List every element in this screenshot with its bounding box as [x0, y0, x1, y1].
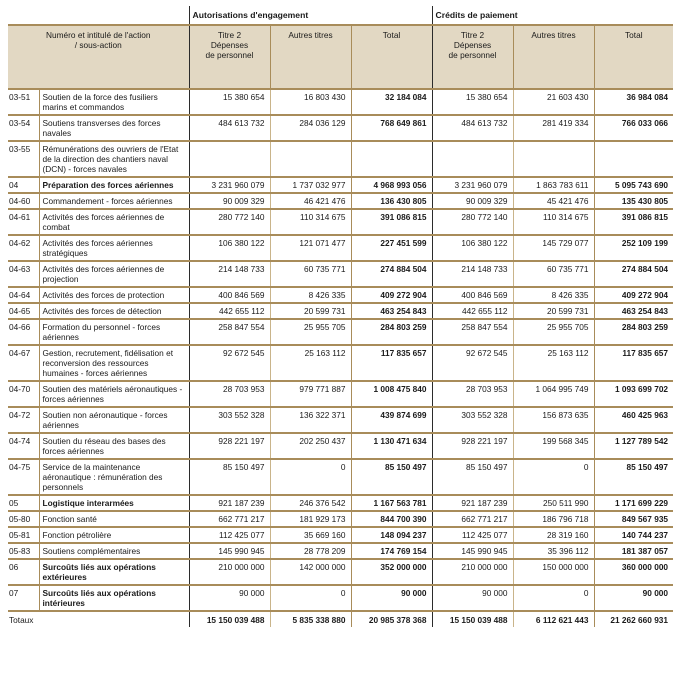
row-ae-autres: 28 778 209 [270, 543, 351, 559]
column-header-ae-titre2: Titre 2 Dépenses de personnel [189, 25, 270, 89]
table-row [8, 511, 673, 527]
totals-ae-total: 20 985 378 368 [351, 611, 432, 627]
row-cp-total: 360 000 000 [594, 559, 673, 585]
row-cp-titre2: 112 425 077 [432, 527, 513, 543]
row-cp-total: 409 272 904 [594, 287, 673, 303]
row-label: Soutien non aéronautique - forces aériennes [39, 407, 189, 433]
table-row [8, 177, 673, 193]
table-row [8, 543, 673, 559]
row-ae-total: 768 649 861 [351, 115, 432, 141]
row-cp-total: 1 127 789 542 [594, 433, 673, 459]
row-ae-total: 227 451 599 [351, 235, 432, 261]
table-row [8, 115, 673, 141]
row-code: 04-67 [8, 345, 39, 381]
row-label: Gestion, recrutement, fidélisation et reconversion des ressources humaines - forces aériennes [39, 345, 189, 381]
table-row [8, 459, 673, 495]
column-header-ae-autres: Autres titres [270, 25, 351, 89]
row-label: Formation du personnel - forces aériennes [39, 319, 189, 345]
row-code: 04-62 [8, 235, 39, 261]
row-ae-titre2: 258 847 554 [189, 319, 270, 345]
row-ae-total [351, 141, 432, 177]
row-ae-titre2: 85 150 497 [189, 459, 270, 495]
table-row [8, 193, 673, 209]
table-row [8, 303, 673, 319]
table-row [8, 585, 673, 611]
row-cp-autres: 1 863 783 611 [513, 177, 594, 193]
row-label: Soutien du réseau des bases des forces aériennes [39, 433, 189, 459]
row-ae-autres: 0 [270, 459, 351, 495]
row-cp-titre2: 928 221 197 [432, 433, 513, 459]
row-ae-total: 148 094 237 [351, 527, 432, 543]
row-ae-autres: 284 036 129 [270, 115, 351, 141]
row-cp-total: 274 884 504 [594, 261, 673, 287]
row-ae-autres [270, 141, 351, 177]
row-cp-titre2: 662 771 217 [432, 511, 513, 527]
row-cp-autres: 1 064 995 749 [513, 381, 594, 407]
row-cp-titre2: 90 000 [432, 585, 513, 611]
row-ae-titre2: 214 148 733 [189, 261, 270, 287]
row-code: 06 [8, 559, 39, 585]
row-cp-autres: 45 421 476 [513, 193, 594, 209]
row-code: 04-70 [8, 381, 39, 407]
table-row [8, 381, 673, 407]
row-ae-titre2: 112 425 077 [189, 527, 270, 543]
row-cp-titre2 [432, 141, 513, 177]
row-ae-autres: 35 669 160 [270, 527, 351, 543]
row-cp-autres: 281 419 334 [513, 115, 594, 141]
row-code: 05-81 [8, 527, 39, 543]
row-label: Surcoûts liés aux opérations extérieures [39, 559, 189, 585]
table-row [8, 345, 673, 381]
row-ae-titre2: 662 771 217 [189, 511, 270, 527]
row-code: 04-72 [8, 407, 39, 433]
row-cp-autres: 8 426 335 [513, 287, 594, 303]
row-ae-autres: 142 000 000 [270, 559, 351, 585]
row-ae-autres: 0 [270, 585, 351, 611]
row-cp-total: 85 150 497 [594, 459, 673, 495]
row-ae-total: 844 700 390 [351, 511, 432, 527]
row-label: Activités des forces de détection [39, 303, 189, 319]
row-code: 05 [8, 495, 39, 511]
column-header-row [8, 25, 673, 89]
row-code: 04-63 [8, 261, 39, 287]
table-row [8, 495, 673, 511]
row-ae-total: 463 254 843 [351, 303, 432, 319]
row-code: 04-61 [8, 209, 39, 235]
row-cp-total: 849 567 935 [594, 511, 673, 527]
row-ae-titre2: 928 221 197 [189, 433, 270, 459]
totals-row [8, 611, 673, 627]
table-row [8, 235, 673, 261]
table-row [8, 261, 673, 287]
table-row [8, 433, 673, 459]
row-label: Commandement - forces aériennes [39, 193, 189, 209]
table-row [8, 89, 673, 115]
row-cp-titre2: 442 655 112 [432, 303, 513, 319]
column-header-cp-autres: Autres titres [513, 25, 594, 89]
row-cp-total: 90 000 [594, 585, 673, 611]
row-ae-total: 391 086 815 [351, 209, 432, 235]
table-row [8, 287, 673, 303]
row-cp-total: 5 095 743 690 [594, 177, 673, 193]
row-ae-total: 284 803 259 [351, 319, 432, 345]
row-label: Soutiens transverses des forces navales [39, 115, 189, 141]
row-cp-titre2: 28 703 953 [432, 381, 513, 407]
row-ae-total: 439 874 699 [351, 407, 432, 433]
row-cp-total: 391 086 815 [594, 209, 673, 235]
row-cp-titre2: 92 672 545 [432, 345, 513, 381]
row-label: Activités des forces aériennes de projection [39, 261, 189, 287]
row-label: Service de la maintenance aéronautique : rémunération des personnels [39, 459, 189, 495]
row-ae-titre2: 442 655 112 [189, 303, 270, 319]
row-ae-autres: 1 737 032 977 [270, 177, 351, 193]
row-cp-autres: 145 729 077 [513, 235, 594, 261]
row-code: 03-55 [8, 141, 39, 177]
row-cp-autres: 35 396 112 [513, 543, 594, 559]
table-row [8, 319, 673, 345]
row-ae-titre2: 484 613 732 [189, 115, 270, 141]
row-code: 04 [8, 177, 39, 193]
budget-table [8, 6, 673, 627]
row-cp-autres: 250 511 990 [513, 495, 594, 511]
row-cp-titre2: 258 847 554 [432, 319, 513, 345]
table-row [8, 527, 673, 543]
row-code: 03-51 [8, 89, 39, 115]
row-label: Fonction pétrolière [39, 527, 189, 543]
row-label: Fonction santé [39, 511, 189, 527]
row-ae-titre2: 28 703 953 [189, 381, 270, 407]
row-label: Surcoûts liés aux opérations intérieures [39, 585, 189, 611]
row-ae-titre2: 921 187 239 [189, 495, 270, 511]
row-cp-titre2: 484 613 732 [432, 115, 513, 141]
row-cp-autres: 110 314 675 [513, 209, 594, 235]
row-ae-total: 90 000 [351, 585, 432, 611]
column-header-ae-total: Total [351, 25, 432, 89]
group-header-row [8, 6, 673, 25]
row-cp-autres: 20 599 731 [513, 303, 594, 319]
totals-cp-total: 21 262 660 931 [594, 611, 673, 627]
row-ae-autres: 20 599 731 [270, 303, 351, 319]
row-ae-titre2 [189, 141, 270, 177]
row-ae-total: 409 272 904 [351, 287, 432, 303]
row-cp-total: 36 984 084 [594, 89, 673, 115]
row-label: Logistique interarmées [39, 495, 189, 511]
row-ae-total: 352 000 000 [351, 559, 432, 585]
row-cp-total [594, 141, 673, 177]
row-ae-titre2: 106 380 122 [189, 235, 270, 261]
row-ae-autres: 8 426 335 [270, 287, 351, 303]
row-ae-autres: 46 421 476 [270, 193, 351, 209]
row-ae-autres: 25 955 705 [270, 319, 351, 345]
row-ae-titre2: 280 772 140 [189, 209, 270, 235]
row-ae-titre2: 303 552 328 [189, 407, 270, 433]
row-cp-total: 463 254 843 [594, 303, 673, 319]
row-cp-titre2: 15 380 654 [432, 89, 513, 115]
group-header-ae: Autorisations d'engagement [189, 6, 432, 25]
row-cp-total: 1 093 699 702 [594, 381, 673, 407]
row-cp-total: 252 109 199 [594, 235, 673, 261]
row-cp-total: 135 430 805 [594, 193, 673, 209]
column-header-cp-total: Total [594, 25, 673, 89]
row-cp-autres: 25 955 705 [513, 319, 594, 345]
row-cp-titre2: 280 772 140 [432, 209, 513, 235]
row-cp-titre2: 303 552 328 [432, 407, 513, 433]
row-ae-titre2: 92 672 545 [189, 345, 270, 381]
row-ae-total: 32 184 084 [351, 89, 432, 115]
totals-cp-autres: 6 112 621 443 [513, 611, 594, 627]
row-cp-total: 181 387 057 [594, 543, 673, 559]
row-label: Soutien des matériels aéronautiques - forces aériennes [39, 381, 189, 407]
row-cp-titre2: 400 846 569 [432, 287, 513, 303]
column-header-label: Numéro et intitulé de l'action / sous-action [8, 25, 189, 89]
row-cp-titre2: 145 990 945 [432, 543, 513, 559]
row-ae-titre2: 210 000 000 [189, 559, 270, 585]
row-code: 05-83 [8, 543, 39, 559]
totals-label: Totaux [8, 611, 189, 627]
row-cp-titre2: 214 148 733 [432, 261, 513, 287]
table-row [8, 559, 673, 585]
row-ae-autres: 121 071 477 [270, 235, 351, 261]
row-ae-titre2: 90 009 329 [189, 193, 270, 209]
row-ae-titre2: 15 380 654 [189, 89, 270, 115]
row-code: 04-66 [8, 319, 39, 345]
row-ae-autres: 25 163 112 [270, 345, 351, 381]
row-code: 07 [8, 585, 39, 611]
column-header-cp-titre2: Titre 2 Dépenses de personnel [432, 25, 513, 89]
row-cp-titre2: 85 150 497 [432, 459, 513, 495]
row-cp-autres: 25 163 112 [513, 345, 594, 381]
row-cp-total: 1 171 699 229 [594, 495, 673, 511]
row-ae-titre2: 90 000 [189, 585, 270, 611]
row-cp-total: 140 744 237 [594, 527, 673, 543]
row-ae-autres: 16 803 430 [270, 89, 351, 115]
row-cp-total: 460 425 963 [594, 407, 673, 433]
row-code: 04-64 [8, 287, 39, 303]
row-code: 05-80 [8, 511, 39, 527]
table-row [8, 141, 673, 177]
row-code: 03-54 [8, 115, 39, 141]
row-cp-titre2: 921 187 239 [432, 495, 513, 511]
row-cp-autres: 0 [513, 459, 594, 495]
row-label: Activités des forces de protection [39, 287, 189, 303]
row-ae-total: 174 769 154 [351, 543, 432, 559]
row-ae-autres: 110 314 675 [270, 209, 351, 235]
row-ae-total: 4 968 993 056 [351, 177, 432, 193]
row-ae-total: 117 835 657 [351, 345, 432, 381]
row-label: Activités des forces aériennes stratégiques [39, 235, 189, 261]
row-cp-autres [513, 141, 594, 177]
row-ae-titre2: 400 846 569 [189, 287, 270, 303]
group-header-blank [8, 6, 189, 25]
row-label: Préparation des forces aériennes [39, 177, 189, 193]
row-cp-autres: 60 735 771 [513, 261, 594, 287]
table-row [8, 209, 673, 235]
row-label: Soutiens complémentaires [39, 543, 189, 559]
row-ae-autres: 181 929 173 [270, 511, 351, 527]
row-ae-autres: 136 322 371 [270, 407, 351, 433]
row-ae-autres: 60 735 771 [270, 261, 351, 287]
totals-cp-titre2: 15 150 039 488 [432, 611, 513, 627]
row-code: 04-60 [8, 193, 39, 209]
row-cp-autres: 150 000 000 [513, 559, 594, 585]
row-ae-titre2: 145 990 945 [189, 543, 270, 559]
row-ae-total: 136 430 805 [351, 193, 432, 209]
row-cp-titre2: 90 009 329 [432, 193, 513, 209]
row-ae-total: 1 008 475 840 [351, 381, 432, 407]
row-cp-autres: 28 319 160 [513, 527, 594, 543]
row-ae-titre2: 3 231 960 079 [189, 177, 270, 193]
row-cp-autres: 186 796 718 [513, 511, 594, 527]
row-label: Rémunérations des ouvriers de l'Etat de la direction des chantiers naval (DCN) - forces navales [39, 141, 189, 177]
row-code: 04-65 [8, 303, 39, 319]
row-cp-autres: 156 873 635 [513, 407, 594, 433]
row-ae-total: 1 130 471 634 [351, 433, 432, 459]
row-ae-total: 85 150 497 [351, 459, 432, 495]
row-ae-autres: 979 771 887 [270, 381, 351, 407]
row-cp-total: 117 835 657 [594, 345, 673, 381]
row-ae-autres: 202 250 437 [270, 433, 351, 459]
row-label: Soutien de la force des fusiliers marins et commandos [39, 89, 189, 115]
row-cp-total: 766 033 066 [594, 115, 673, 141]
row-ae-total: 1 167 563 781 [351, 495, 432, 511]
row-cp-autres: 21 603 430 [513, 89, 594, 115]
row-cp-total: 284 803 259 [594, 319, 673, 345]
group-header-cp: Crédits de paiement [432, 6, 673, 25]
row-cp-autres: 0 [513, 585, 594, 611]
table-row [8, 407, 673, 433]
row-cp-titre2: 106 380 122 [432, 235, 513, 261]
row-cp-titre2: 3 231 960 079 [432, 177, 513, 193]
row-cp-titre2: 210 000 000 [432, 559, 513, 585]
table-body [8, 89, 673, 611]
row-label: Activités des forces aériennes de combat [39, 209, 189, 235]
totals-ae-titre2: 15 150 039 488 [189, 611, 270, 627]
row-ae-total: 274 884 504 [351, 261, 432, 287]
row-ae-autres: 246 376 542 [270, 495, 351, 511]
row-code: 04-75 [8, 459, 39, 495]
row-cp-autres: 199 568 345 [513, 433, 594, 459]
row-code: 04-74 [8, 433, 39, 459]
totals-ae-autres: 5 835 338 880 [270, 611, 351, 627]
